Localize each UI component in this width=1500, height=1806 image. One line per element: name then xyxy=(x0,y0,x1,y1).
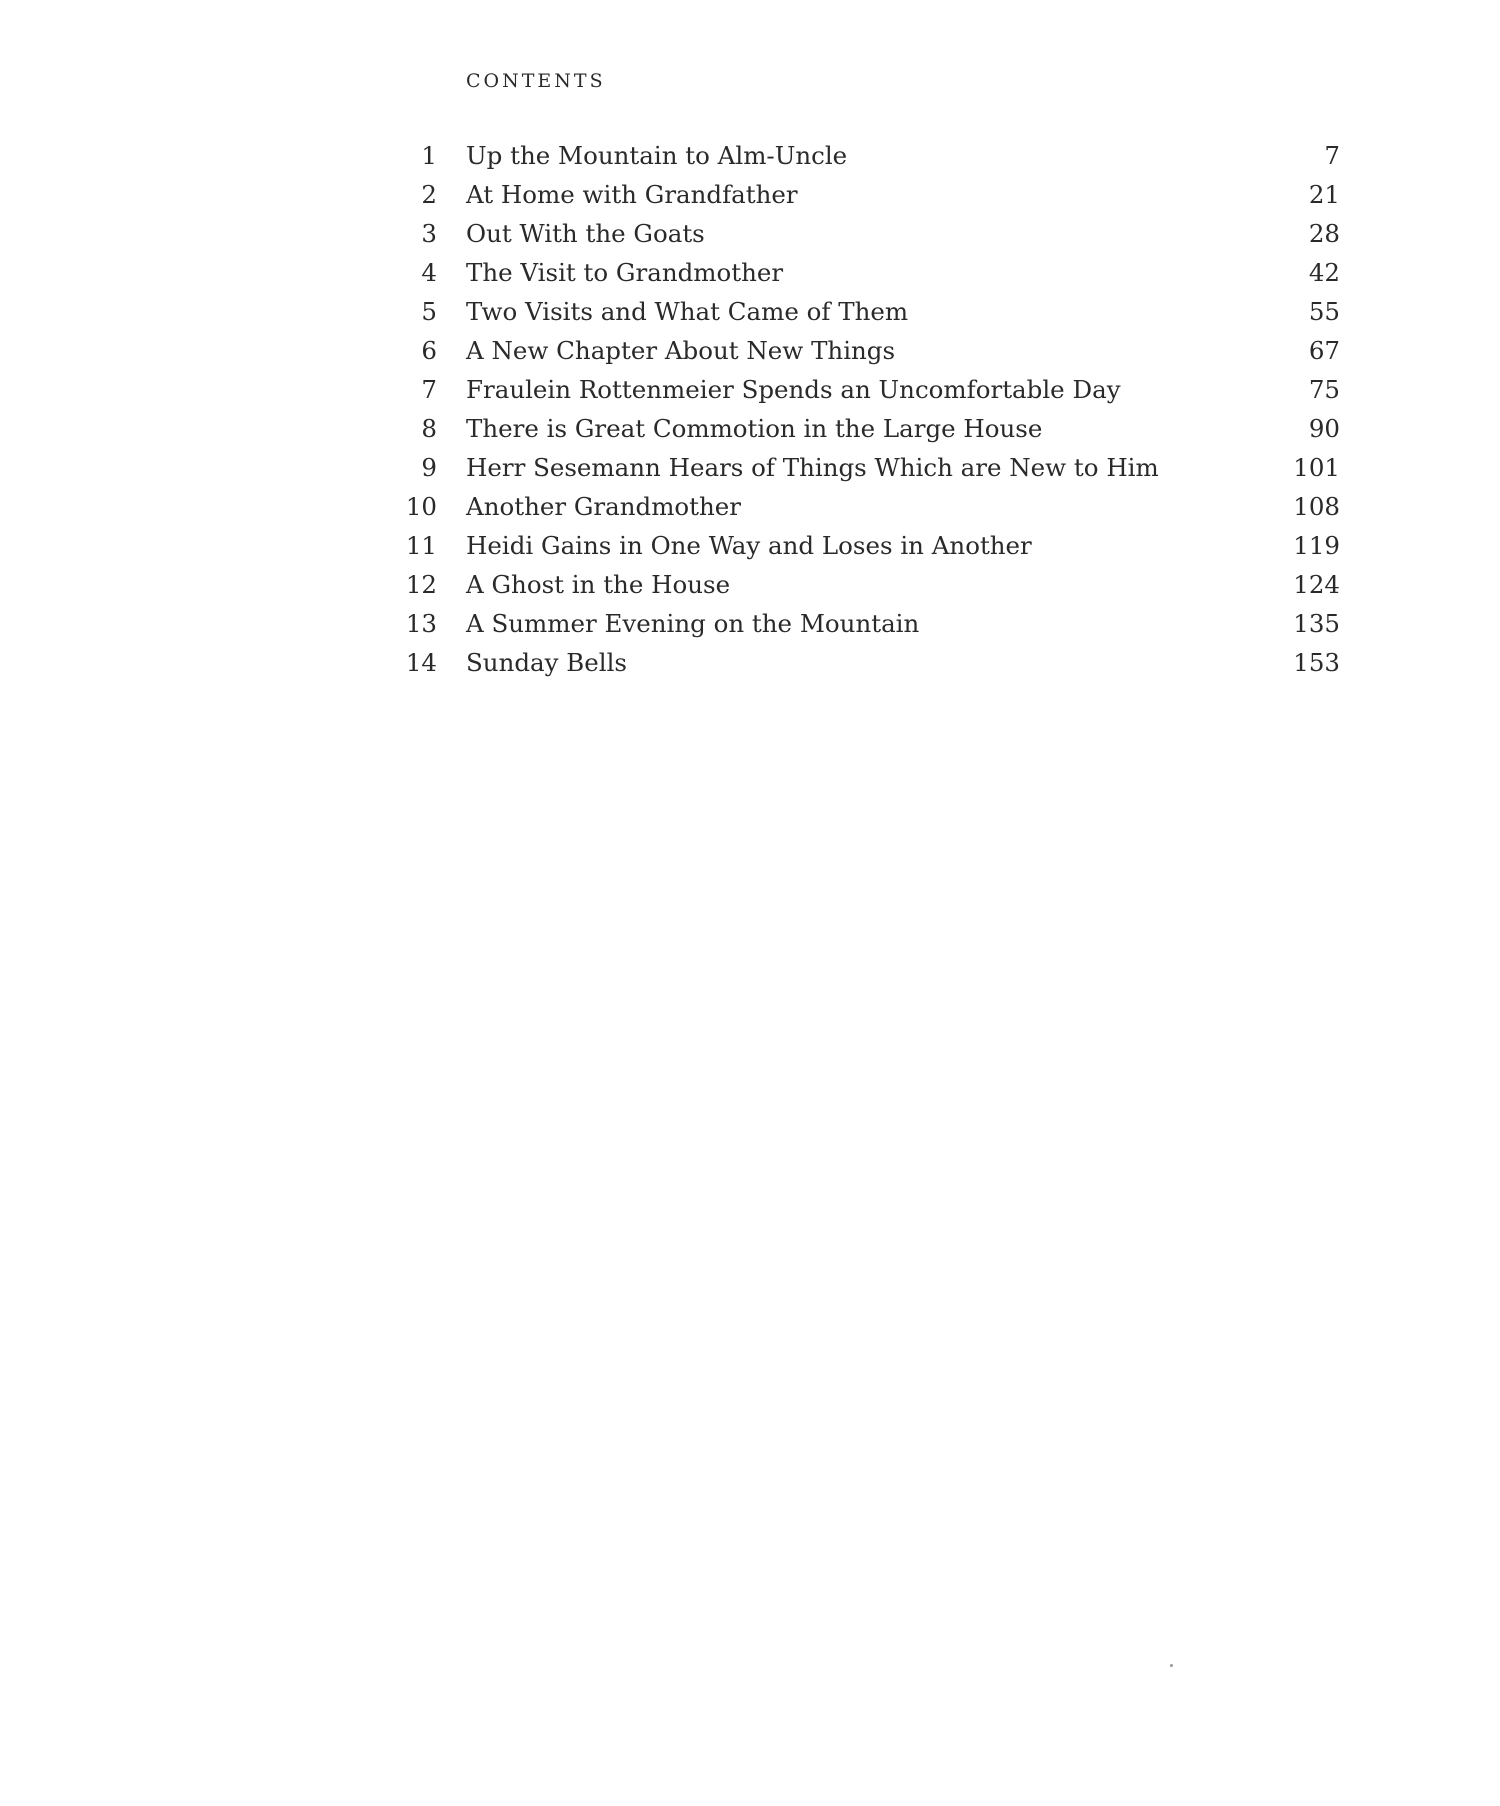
chapter-title: A Ghost in the House xyxy=(466,570,731,599)
chapter-number: 8 xyxy=(421,414,437,443)
toc-entry xyxy=(395,175,1340,214)
chapter-page-number: 90 xyxy=(1308,414,1340,443)
chapter-page-number: 67 xyxy=(1308,336,1340,365)
chapter-number: 14 xyxy=(405,648,437,677)
toc-entry xyxy=(395,604,1340,643)
toc-entry xyxy=(395,448,1340,487)
chapter-page-number: 42 xyxy=(1308,258,1340,287)
page-speck xyxy=(1170,1664,1173,1667)
chapter-page-number: 108 xyxy=(1293,492,1340,521)
toc-entry xyxy=(395,331,1340,370)
chapter-number: 5 xyxy=(421,297,437,326)
chapter-number: 11 xyxy=(405,531,437,560)
chapter-title: Up the Mountain to Alm-Uncle xyxy=(466,141,848,170)
chapter-number: 10 xyxy=(405,492,437,521)
toc-entry xyxy=(395,565,1340,604)
chapter-number: 12 xyxy=(405,570,437,599)
toc-entry xyxy=(395,487,1340,526)
chapter-title: There is Great Commotion in the Large House xyxy=(466,414,1043,443)
toc-entry xyxy=(395,253,1340,292)
chapter-page-number: 124 xyxy=(1293,570,1340,599)
chapter-title: Herr Sesemann Hears of Things Which are New to Him xyxy=(466,453,1159,482)
toc-entry xyxy=(395,409,1340,448)
toc-entry xyxy=(395,643,1340,682)
chapter-number: 3 xyxy=(421,219,437,248)
chapter-page-number: 119 xyxy=(1293,531,1340,560)
chapter-title: The Visit to Grandmother xyxy=(466,258,784,287)
chapter-title: At Home with Grandfather xyxy=(466,180,798,209)
chapter-title: Fraulein Rottenmeier Spends an Uncomfortable Day xyxy=(466,375,1121,404)
chapter-number: 2 xyxy=(421,180,437,209)
chapter-page-number: 28 xyxy=(1308,219,1340,248)
toc-entry xyxy=(395,136,1340,175)
toc-entry xyxy=(395,292,1340,331)
chapter-number: 6 xyxy=(421,336,437,365)
toc-entry xyxy=(395,214,1340,253)
chapter-page-number: 75 xyxy=(1308,375,1340,404)
chapter-title: Two Visits and What Came of Them xyxy=(466,297,909,326)
chapter-title: Out With the Goats xyxy=(466,219,705,248)
chapter-number: 9 xyxy=(421,453,437,482)
toc-entry xyxy=(395,526,1340,565)
chapter-number: 4 xyxy=(421,258,437,287)
chapter-title: A New Chapter About New Things xyxy=(466,336,896,365)
chapter-title: Sunday Bells xyxy=(466,648,628,677)
chapter-page-number: 153 xyxy=(1293,648,1340,677)
chapter-page-number: 55 xyxy=(1308,297,1340,326)
chapter-title: Heidi Gains in One Way and Loses in Another xyxy=(466,531,1032,560)
chapter-title: Another Grandmother xyxy=(466,492,742,521)
chapter-number: 1 xyxy=(421,141,437,170)
chapter-page-number: 21 xyxy=(1308,180,1340,209)
contents-heading: CONTENTS xyxy=(466,70,606,92)
chapter-title: A Summer Evening on the Mountain xyxy=(466,609,920,638)
chapter-page-number: 7 xyxy=(1324,141,1340,170)
toc-entry xyxy=(395,370,1340,409)
chapter-number: 7 xyxy=(421,375,437,404)
chapter-number: 13 xyxy=(405,609,437,638)
chapter-page-number: 101 xyxy=(1293,453,1340,482)
table-of-contents xyxy=(395,136,1340,682)
chapter-page-number: 135 xyxy=(1293,609,1340,638)
